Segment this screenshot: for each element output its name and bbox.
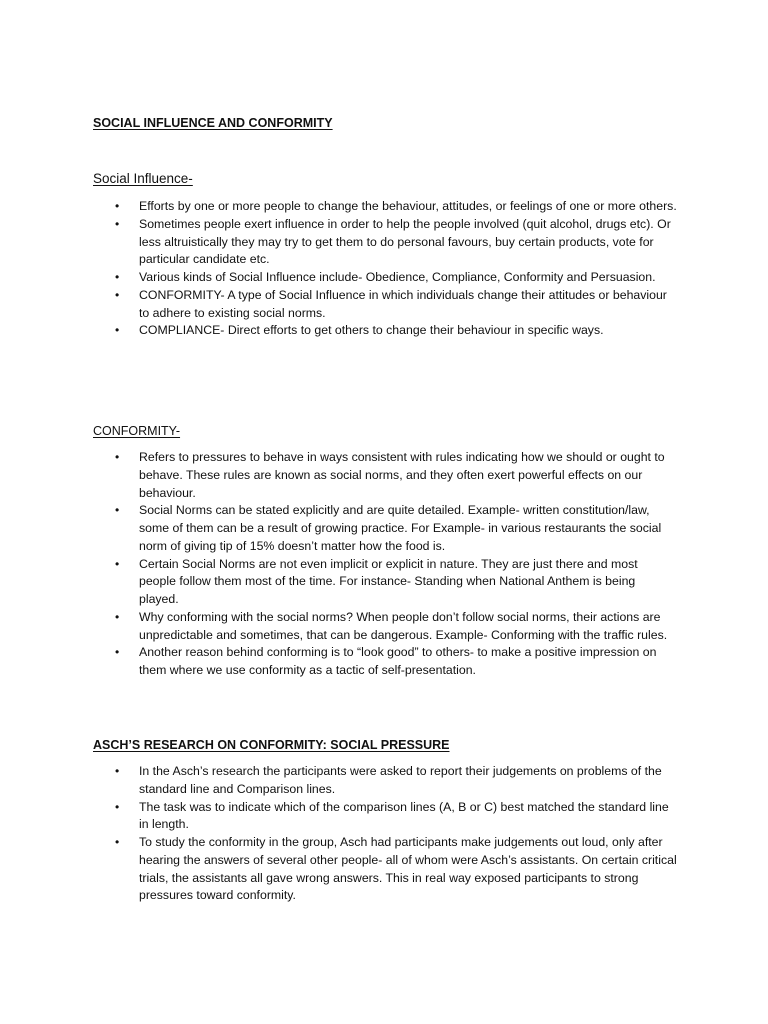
list-item-text: To study the conformity in the group, Asch had participants make judgements out loud, only after hearing the answers of several other people- all of whom were Asch’s assistants. On certain critical trials, the assistants all gave wrong answers. This in real way exposed participants to strong pressures toward conformity. [139,835,677,903]
list-item-text: CONFORMITY- A type of Social Influence in which individuals change their attitudes or behaviour to adhere to existing social norms. [139,287,667,320]
bullet-icon: • [115,609,120,624]
bullet-icon: • [115,270,120,284]
list-item-text: Sometimes people exert influence in order to help the people involved (quit alcohol, drugs etc). Or less altruistically they may try to get them to do personal favours, buy certain products, vote for particular candidate etc. [139,216,671,267]
list-item [0,609,768,645]
list-item-text: In the Asch’s research the participants were asked to report their judgements on problems of the standard line and Comparison lines. [139,764,662,796]
list-item [0,287,768,323]
section-heading-social-influence: Social Influence- [93,171,193,186]
bullet-icon: • [115,287,120,302]
list-item [0,556,768,609]
list-item-text: Another reason behind conforming is to “look good” to others- to make a positive impression on them where we use conformity as a tactic of self-presentation. [139,645,657,677]
list-item [0,269,768,287]
bullet-icon: • [115,503,120,518]
bullet-icon: • [115,323,120,338]
list-item-text: Various kinds of Social Influence include- Obedience, Compliance, Conformity and Persuasion. [139,270,656,284]
list-item [0,763,768,799]
conformity-list [0,449,768,680]
bullet-icon: • [115,799,120,814]
section-heading-asch-research: ASCH’S RESEARCH ON CONFORMITY: SOCIAL PRESSURE [93,738,450,752]
document-title: SOCIAL INFLUENCE AND CONFORMITY [93,116,333,130]
section-heading-conformity: CONFORMITY- [93,424,181,438]
list-item-text: The task was to indicate which of the comparison lines (A, B or C) best matched the standard line in length. [139,799,669,832]
list-item-text: Certain Social Norms are not even implicit or explicit in nature. They are just there and most people follow them most of the time. For instance- Standing when National Anthem is being played. [139,556,638,606]
bullet-icon: • [115,450,120,464]
asch-research-list [0,763,768,905]
bullet-icon: • [115,556,120,571]
bullet-icon: • [115,764,120,778]
list-item [0,502,768,555]
list-item-text: Why conforming with the social norms? When people don’t follow social norms, their actions are unpredictable and sometimes, that can be dangerous. Example- Conforming with the traffic rules. [139,609,668,642]
list-item [0,644,768,680]
list-item [0,834,768,905]
bullet-icon: • [115,199,120,213]
list-item-text: COMPLIANCE- Direct efforts to get others to change their behaviour in specific ways. [139,323,604,338]
list-item [0,198,768,216]
bullet-icon: • [115,645,120,660]
list-item [0,449,768,502]
bullet-icon: • [115,216,120,231]
list-item-text: Efforts by one or more people to change the behaviour, attitudes, or feelings of one or more others. [139,199,677,213]
list-item [0,216,768,269]
list-item-text: Refers to pressures to behave in ways consistent with rules indicating how we should or ought to behave. These rules are known as social norms, and they often exert powerful effects on our behaviour. [139,450,665,500]
list-item [0,799,768,835]
list-item [0,322,768,340]
list-item-text: Social Norms can be stated explicitly and are quite detailed. Example- written constitution/law, some of them can be a result of growing practice. For Example- in various restaurants the social norm of giving tip of 15% doesn’t matter how the food is. [139,503,662,553]
bullet-icon: • [115,835,120,849]
social-influence-list [0,198,768,340]
